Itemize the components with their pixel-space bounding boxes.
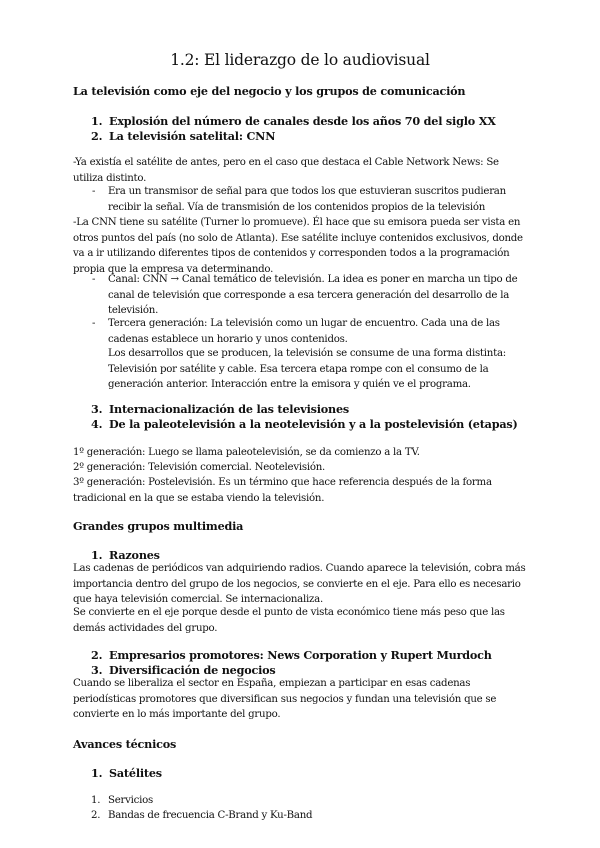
- bullet-paragraph: Era un transmisor de señal para que todos los que estuvieran suscritos pudieran recibir la señal. Vía de transmisión de los contenidos propios de la televisión: [108, 186, 506, 213]
- bullet-dash: -: [92, 274, 96, 285]
- numbered-heading-satelites: 1. Satélites: [91, 766, 162, 780]
- numbered-heading-1: 1. Explosión del número de canales desde los años 70 del siglo XX: [91, 114, 496, 128]
- section-heading-avances: Avances técnicos: [73, 737, 177, 751]
- numbered-heading-4: 4. De la paleotelevisión a la neotelevisión y a la postelevisión (etapas): [91, 417, 518, 431]
- bullet-dash: -: [92, 318, 96, 329]
- paragraph: -La CNN tiene su satélite (Turner lo promueve). Él hace que su emisora pueda ser vista en otros puntos del país (no solo de Atlanta). Ese satélite incluye contenidos exclusivos, donde va a ir utilizando diferentes tipos de contenidos y corresponden todos a la programación propia que la empresa va determinando.: [73, 217, 523, 275]
- paragraph: Se convierte en el eje porque desde el punto de vista económico tiene más peso que las demás actividades del grupo.: [73, 607, 505, 634]
- section-heading-grupos: Grandes grupos multimedia: [73, 519, 244, 533]
- bullet-paragraph: Canal: CNN → Canal temático de televisión. La idea es poner en marcha un tipo de canal de televisión que corresponde a esa tercera generación del desarrollo de la televisión.: [108, 274, 518, 316]
- page-title: 1.2: El liderazgo de lo audiovisual: [170, 51, 430, 69]
- bullet-paragraph: Tercera generación: La televisión como un lugar de encuentro. Cada una de las cadenas establece un horario y unos contenidos.: [108, 318, 500, 345]
- paragraph: -Ya existía el satélite de antes, pero en el caso que destaca el Cable Network News: Se utiliza distinto.: [73, 157, 499, 184]
- paragraph: Las cadenas de periódicos van adquiriendo radios. Cuando aparece la televisión, cobra más importancia dentro del grupo de los negocios, se convierte en el eje. Para ello es necesario que haya televisión comercial. Se internacionaliza.: [73, 563, 526, 605]
- numbered-heading-razones: 1. Razones: [91, 548, 160, 562]
- section-heading-television: La televisión como eje del negocio y los grupos de comunicación: [73, 84, 466, 98]
- numbered-heading-2: 2. La televisión satelital: CNN: [91, 129, 276, 143]
- numbered-heading-diversificacion: 3. Diversificación de negocios: [91, 663, 276, 677]
- paragraph: Cuando se liberaliza el sector en España, empiezan a participar en esas cadenas periodísticas promotores que diversifican sus negocios y fundan una televisión que se convierte en lo más importante del grupo.: [73, 678, 497, 720]
- bullet-dash: -: [92, 186, 96, 197]
- sub-list-item: 2. Bandas de frecuencia C-Brand y Ku-Band: [91, 810, 313, 821]
- paragraph: 1º generación: Luego se llama paleotelevisión, se da comienzo a la TV.: [73, 447, 420, 458]
- numbered-heading-3: 3. Internacionalización de las televisiones: [91, 402, 349, 416]
- numbered-heading-empresarios: 2. Empresarios promotores: News Corporation y Rupert Murdoch: [91, 648, 492, 662]
- paragraph: 2º generación: Televisión comercial. Neotelevisión.: [73, 462, 326, 473]
- sub-list-item: 1. Servicios: [91, 795, 153, 806]
- bullet-paragraph: Los desarrollos que se producen, la televisión se consume de una forma distinta: Televisión por satélite y cable. Esa tercera etapa rompe con el consumo de la generación anterior. Interacción entre la emisora y quién ve el programa.: [108, 348, 506, 390]
- paragraph: 3º generación: Postelevisión. Es un término que hace referencia después de la forma tradicional en la que se estaba viendo la televisión.: [73, 477, 492, 504]
